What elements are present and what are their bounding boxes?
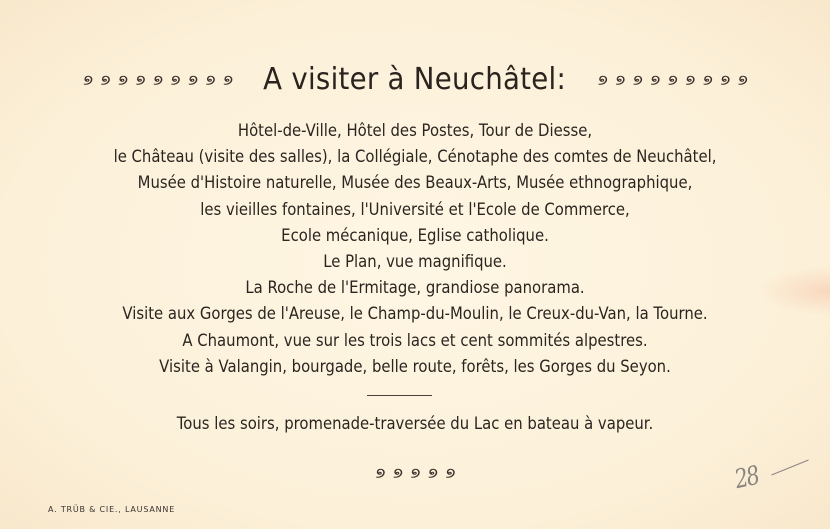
attraction-line: Visite à Valangin, bourgade, belle route, forêts, les Gorges du Seyon. bbox=[159, 356, 671, 376]
title-row bbox=[0, 60, 830, 100]
attraction-line: A Chaumont, vue sur les trois lacs et cent sommités alpestres. bbox=[182, 330, 648, 350]
scroll-ornament-icon: ୭ bbox=[410, 464, 420, 482]
scroll-ornament-icon: ୭ bbox=[223, 71, 232, 89]
printer-imprint: A. TRÜB & CIE., LAUSANNE bbox=[48, 505, 176, 514]
scroll-ornament-icon: ୭ bbox=[136, 71, 145, 89]
scroll-ornament-icon: ୭ bbox=[188, 71, 197, 89]
divider bbox=[367, 395, 432, 396]
scroll-ornament-icon: ୭ bbox=[598, 71, 607, 89]
attractions-list bbox=[0, 118, 830, 380]
scroll-ornament-icon: ୭ bbox=[615, 71, 624, 89]
scroll-ornament-bottom-icon bbox=[371, 465, 459, 481]
scroll-ornament-left-icon bbox=[79, 72, 237, 88]
bottom-ornament bbox=[0, 464, 830, 482]
attraction-line: Musée d'Histoire naturelle, Musée des Beaux-Arts, Musée ethnographique, bbox=[137, 173, 693, 193]
scroll-ornament-icon: ୭ bbox=[153, 71, 162, 89]
handwritten-dash bbox=[771, 460, 808, 476]
scroll-ornament-icon: ୭ bbox=[83, 71, 92, 89]
scroll-ornament-icon: ୭ bbox=[445, 464, 455, 482]
scroll-ornament-icon: ୭ bbox=[375, 464, 385, 482]
attraction-line: La Roche de l'Ermitage, grandiose panorama. bbox=[245, 278, 585, 298]
scroll-ornament-icon: ୭ bbox=[738, 71, 747, 89]
attraction-line: Hôtel-de-Ville, Hôtel des Postes, Tour de Diesse, bbox=[237, 121, 593, 140]
attraction-line: les vieilles fontaines, l'Université et l'Ecole de Commerce, bbox=[200, 199, 630, 219]
attraction-line: Visite aux Gorges de l'Areuse, le Champ-du-Moulin, le Creux-du-Van, la Tourne. bbox=[122, 304, 708, 324]
scroll-ornament-icon: ୭ bbox=[101, 71, 110, 89]
scroll-ornament-icon: ୭ bbox=[685, 71, 694, 89]
attraction-line: Le Plan, vue magnifique. bbox=[323, 252, 507, 272]
evening-cruise-line: Tous les soirs, promenade-traversée du Lac en bateau à vapeur. bbox=[176, 414, 654, 433]
scroll-ornament-icon: ୭ bbox=[428, 464, 437, 482]
page-title: A visiter à Neuchâtel: bbox=[263, 62, 567, 97]
attraction-line: le Château (visite des salles), la Collégiale, Cénotaphe des comtes de Neuchâtel, bbox=[113, 147, 717, 167]
scroll-ornament-icon: ୭ bbox=[118, 71, 127, 89]
scroll-ornament-icon: ୭ bbox=[703, 71, 712, 89]
scroll-ornament-icon: ୭ bbox=[650, 71, 659, 89]
scroll-ornament-icon: ୭ bbox=[633, 71, 642, 89]
scroll-ornament-icon: ୭ bbox=[720, 71, 729, 89]
scroll-ornament-icon: ୭ bbox=[393, 464, 402, 482]
scroll-ornament-icon: ୭ bbox=[171, 71, 180, 89]
handwritten-note bbox=[728, 455, 818, 505]
scroll-ornament-right-icon bbox=[594, 72, 752, 88]
attraction-line: Ecole mécanique, Eglise catholique. bbox=[281, 225, 549, 245]
handwritten-number: 28 bbox=[732, 460, 762, 496]
scroll-ornament-icon: ୭ bbox=[206, 71, 215, 89]
scroll-ornament-icon: ୭ bbox=[668, 71, 677, 89]
